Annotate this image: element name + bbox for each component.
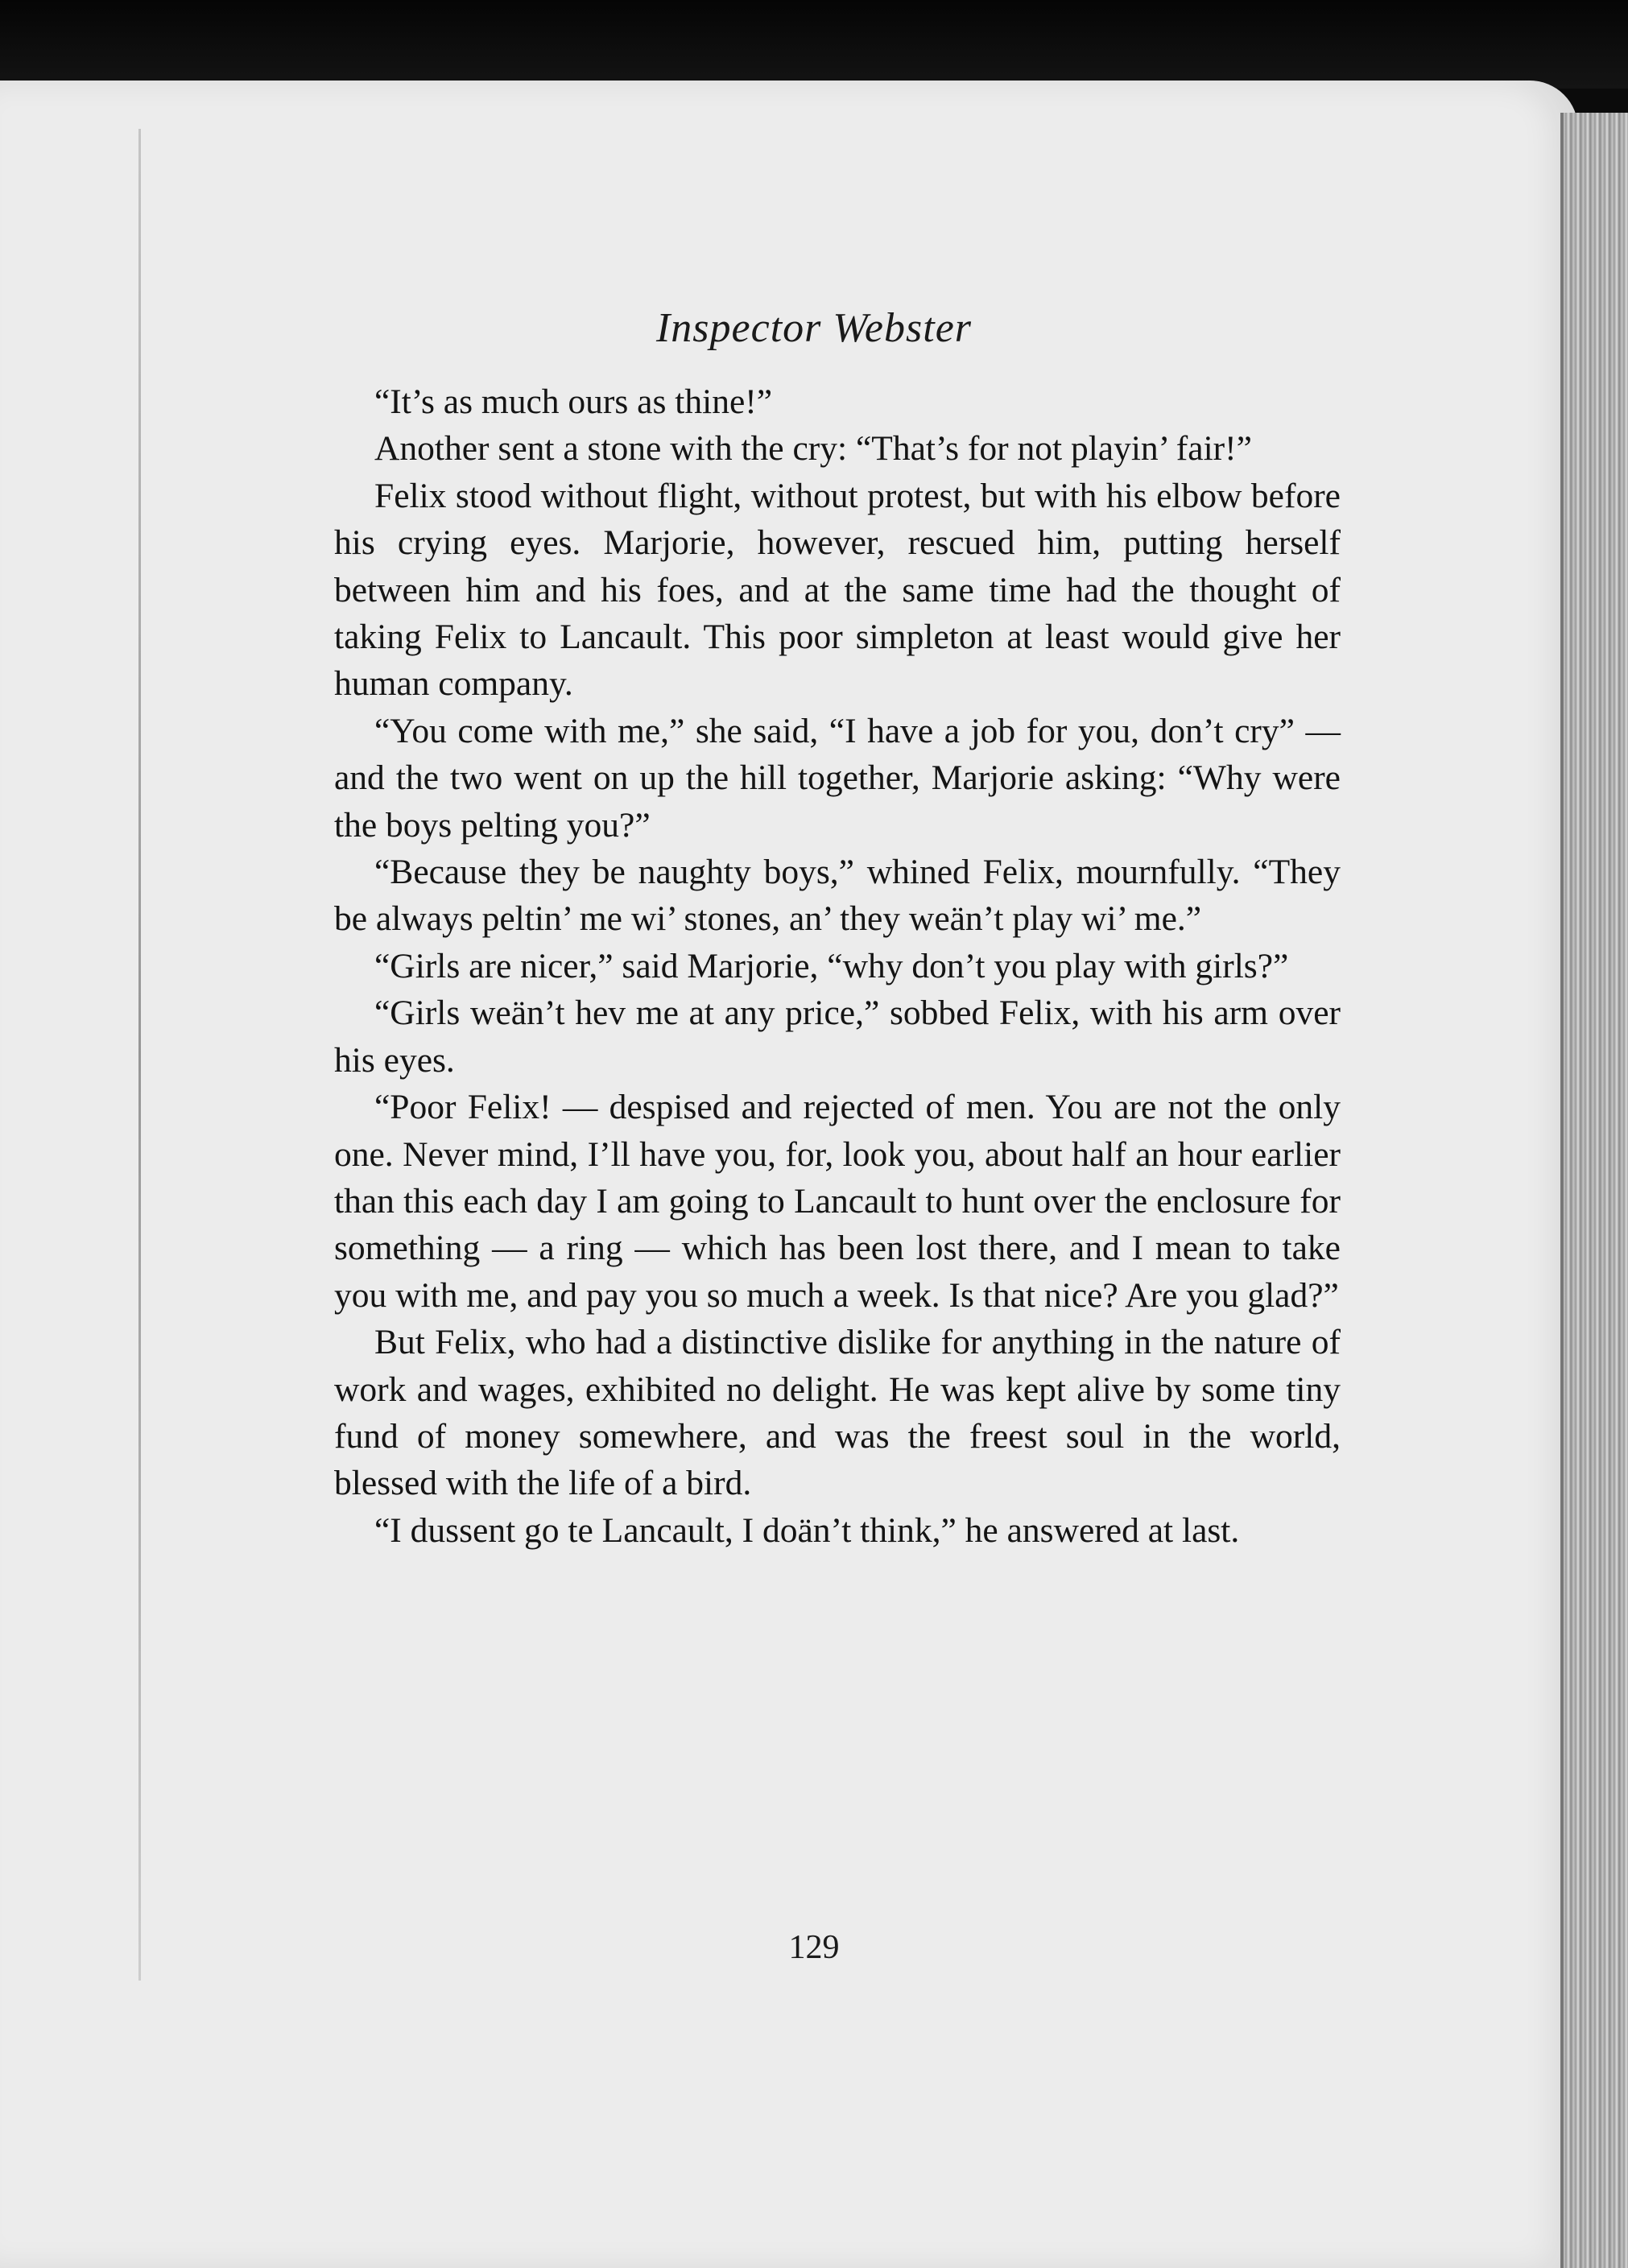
paragraph: “Girls are nicer,” said Marjorie, “why don’t you play with girls?” bbox=[374, 946, 1289, 985]
paragraph: “It’s as much ours as thine!” bbox=[374, 382, 773, 421]
running-head: Inspector Webster bbox=[655, 305, 973, 351]
paragraph: “Girls weän’t hev me at any price,” sobbed Felix, with his arm over his eyes. bbox=[334, 994, 1341, 1080]
body-text bbox=[334, 378, 1341, 1554]
binding-gutter bbox=[138, 129, 141, 1981]
paragraph: But Felix, who had a distinctive dislike for anything in the nature of work and wages, exhibited no delight. He was kept alive by some tiny fund of money somewhere, and was the freest soul in the world, blessed with the life of a bird. bbox=[334, 1323, 1341, 1503]
paragraph: Felix stood without flight, without protest, but with his elbow before his crying eyes. Marjorie, however, rescued him, putting herself between him and his foes, and at the same time had the thought of taking Felix to Lancault. This poor simpleton at least would give her human company. bbox=[334, 476, 1341, 704]
paragraph: “You come with me,” she said, “I have a job for you, don’t cry” — and the two went on up the hill together, Marjorie asking: “Why were the boys pelting you?” bbox=[334, 711, 1341, 845]
scanner-background bbox=[0, 0, 1628, 89]
paragraph: “I dussent go te Lancault, I doän’t think,” he answered at last. bbox=[374, 1510, 1240, 1550]
page-number: 129 bbox=[788, 1929, 840, 1966]
paragraph: “Poor Felix! — despised and rejected of men. You are not the only one. Never mind, I’ll have you, for, look you, about half an hour earlier than this each day I am going to Lancault to hunt over the enclosure for something — a ring — which has been lost there, and I mean to take you with me, and pay you so much a week. Is that nice? Are you glad?” bbox=[334, 1088, 1341, 1315]
paragraph: Another sent a stone with the cry: “That’s for not playin’ fair!” bbox=[374, 429, 1252, 469]
paragraph: “Because they be naughty boys,” whined Felix, mournfully. “They be always peltin’ me wi’ stones, an’ they weän’t play wi’ me.” bbox=[334, 853, 1341, 939]
